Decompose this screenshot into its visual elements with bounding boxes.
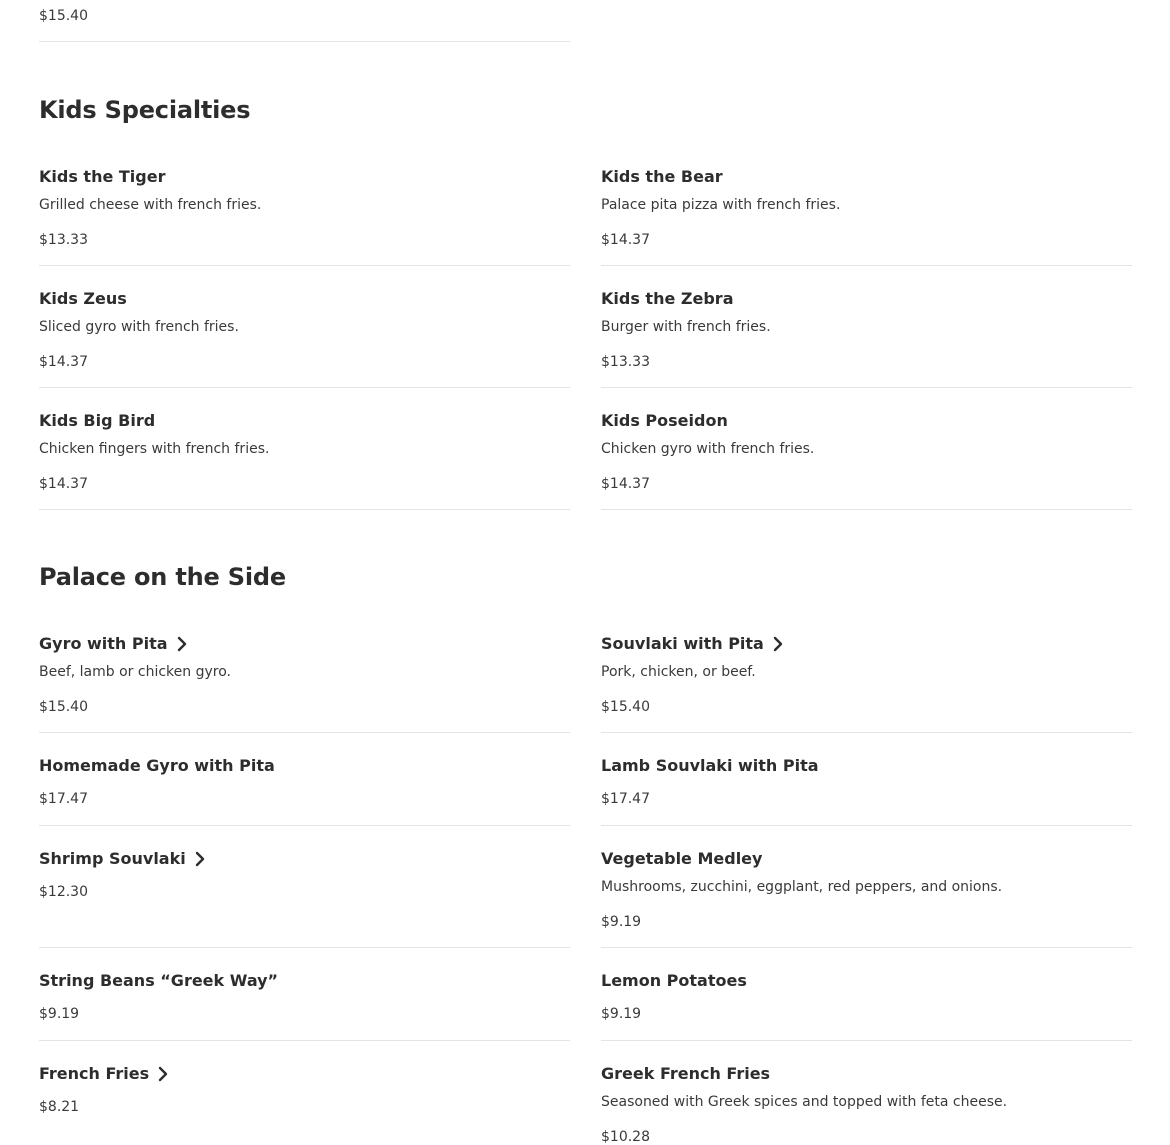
item-name: Kids the Bear xyxy=(601,167,723,186)
item-name: Kids the Tiger xyxy=(39,167,166,186)
item-price: $9.19 xyxy=(39,1006,80,1022)
menu-item-french-fries[interactable] xyxy=(39,1063,570,1135)
menu-item-kids-zeus[interactable] xyxy=(39,288,570,388)
chevron-right-icon xyxy=(177,636,191,652)
item-name: French Fries xyxy=(39,1064,150,1083)
item-name: Souvlaki with Pita xyxy=(601,634,764,653)
item-description: Chicken fingers with french fries. xyxy=(39,441,270,457)
item-price: $14.37 xyxy=(39,354,88,370)
item-price: $13.33 xyxy=(601,354,650,370)
item-name: Homemade Gyro with Pita xyxy=(39,756,275,775)
item-name: Gyro with Pita xyxy=(39,634,168,653)
item-price: $8.21 xyxy=(39,1099,80,1115)
item-name-row xyxy=(39,634,191,653)
item-description: Pork, chicken, or beef. xyxy=(601,664,756,680)
item-name: Kids Zeus xyxy=(39,289,127,308)
item-description: Sliced gyro with french fries. xyxy=(39,319,239,335)
menu-item-homemade-gyro-with-pita[interactable] xyxy=(39,755,570,826)
item-price: $17.47 xyxy=(39,791,88,807)
menu-item-shrimp-souvlaki[interactable] xyxy=(39,848,570,948)
item-name: Kids Big Bird xyxy=(39,411,156,430)
item-name-row xyxy=(601,634,787,653)
item-price: $14.37 xyxy=(39,476,88,492)
item-description: Burger with french fries. xyxy=(601,319,771,335)
menu-item-kids-big-bird[interactable] xyxy=(39,410,570,510)
menu-item-greek-french-fries[interactable] xyxy=(601,1063,1132,1145)
item-name: Kids Poseidon xyxy=(601,411,728,430)
item-price: $17.47 xyxy=(601,791,650,807)
item-price: $12.30 xyxy=(39,884,88,900)
item-name: String Beans “Greek Way” xyxy=(39,971,279,990)
item-price: $10.28 xyxy=(601,1129,650,1145)
chevron-right-icon xyxy=(773,636,787,652)
menu-item-kids-the-zebra[interactable] xyxy=(601,288,1132,388)
menu-item-gyro-with-pita[interactable] xyxy=(39,633,570,733)
item-description: Beef, lamb or chicken gyro. xyxy=(39,664,231,680)
item-price: $9.19 xyxy=(601,1006,642,1022)
item-price: $15.40 xyxy=(601,699,650,715)
item-name-row xyxy=(39,849,209,868)
item-price: $15.40 xyxy=(39,699,88,715)
menu-item-kids-poseidon[interactable] xyxy=(601,410,1132,510)
menu-item-vegetable-medley[interactable] xyxy=(601,848,1132,948)
menu-item-top[interactable] xyxy=(39,0,570,42)
item-name: Lamb Souvlaki with Pita xyxy=(601,756,819,775)
chevron-right-icon xyxy=(158,1066,172,1082)
item-description: Chicken gyro with french fries. xyxy=(601,441,815,457)
section-title-palace-on-the-side: Palace on the Side xyxy=(39,563,286,591)
item-name: Shrimp Souvlaki xyxy=(39,849,186,868)
item-description: Grilled cheese with french fries. xyxy=(39,197,262,213)
menu-item-kids-the-bear[interactable] xyxy=(601,166,1132,266)
item-price: $9.19 xyxy=(601,914,642,930)
item-name-row xyxy=(39,1064,172,1083)
item-price: $14.37 xyxy=(601,476,650,492)
menu-item-string-beans-greek-way[interactable] xyxy=(39,970,570,1041)
section-title-kids-specialties: Kids Specialties xyxy=(39,96,251,124)
item-description: Seasoned with Greek spices and topped with feta cheese. xyxy=(601,1094,1008,1110)
menu-item-kids-the-tiger[interactable] xyxy=(39,166,570,266)
menu-item-lemon-potatoes[interactable] xyxy=(601,970,1132,1041)
item-price: $14.37 xyxy=(601,232,650,248)
menu-item-souvlaki-with-pita[interactable] xyxy=(601,633,1132,733)
item-price: $13.33 xyxy=(39,232,88,248)
item-price: $15.40 xyxy=(39,8,88,24)
item-description: Palace pita pizza with french fries. xyxy=(601,197,841,213)
item-name: Vegetable Medley xyxy=(601,849,763,868)
chevron-right-icon xyxy=(195,851,209,867)
menu-item-lamb-souvlaki-with-pita[interactable] xyxy=(601,755,1132,826)
item-description: Mushrooms, zucchini, eggplant, red peppers, and onions. xyxy=(601,879,1003,895)
item-name: Kids the Zebra xyxy=(601,289,734,308)
item-name: Greek French Fries xyxy=(601,1064,771,1083)
item-name: Lemon Potatoes xyxy=(601,971,747,990)
